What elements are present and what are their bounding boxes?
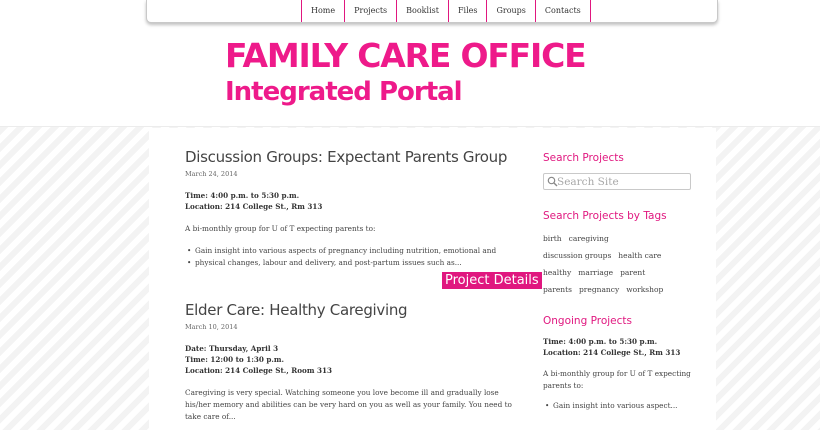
post-bullet-line: [185, 257, 505, 269]
post-location: Location: 214 College St., Rm 313: [185, 202, 323, 211]
site-subtitle: Integrated Portal: [225, 77, 462, 107]
site-title: FAMILY CARE OFFICE: [225, 36, 586, 75]
post-location: Location: 214 College St., Room 313: [185, 366, 332, 375]
post-time: Time: 4:00 p.m. to 5:30 p.m.: [185, 191, 300, 200]
tag-row: [543, 233, 703, 250]
tag-row: [543, 267, 703, 284]
content-panel: [149, 128, 716, 430]
tag-parent[interactable]: parent: [620, 268, 646, 277]
nav-files[interactable]: Files: [449, 0, 488, 22]
ongoing-intro-line: parents to:: [543, 381, 584, 390]
post-time: Time: 12:00 to 1:30 p.m.: [185, 355, 284, 364]
post-body-line: his/her memory and abilities can be very hard on you as well as your family. You need to: [185, 400, 512, 409]
post-bullet-cont: physical changes, labour and delivery, and post-partum issues such as...: [195, 258, 462, 267]
post-body-line: take care of...: [185, 412, 236, 421]
post-date: March 10, 2014: [185, 323, 238, 331]
tag-workshop[interactable]: workshop: [626, 285, 664, 294]
project-post: [185, 148, 515, 269]
post-title-link[interactable]: Elder Care: Healthy Caregiving: [185, 301, 408, 319]
search-box: [543, 173, 691, 190]
tag-marriage[interactable]: marriage: [578, 268, 614, 277]
tag-parents[interactable]: parents: [543, 285, 572, 294]
post-intro: A bi-monthly group for U of T expecting parents to:: [185, 224, 376, 233]
nav-contacts[interactable]: Contacts: [536, 0, 591, 22]
top-nav-bar: [146, 0, 718, 23]
project-details-button[interactable]: Project Details: [442, 272, 542, 289]
ongoing-intro: [543, 368, 703, 392]
post-bullet-line: • Gain insight into various aspects of pregnancy including nutrition, emotional and: [185, 245, 505, 257]
ongoing-time: Time: 4:00 p.m. to 5:30 p.m.: [543, 337, 658, 346]
tag-caregiving[interactable]: caregiving: [568, 234, 609, 243]
ongoing-intro-line: A bi-monthly group for U of T expecting: [543, 369, 691, 378]
ongoing-heading: Ongoing Projects: [543, 315, 632, 327]
tag-cloud: [543, 233, 703, 301]
nav-booklist[interactable]: Booklist: [397, 0, 449, 22]
tag-health-care[interactable]: health care: [618, 251, 662, 260]
main-nav: [301, 0, 591, 22]
nav-groups[interactable]: Groups: [487, 0, 535, 22]
search-input[interactable]: [557, 174, 687, 189]
post-bullet-list: [185, 245, 515, 269]
post-body-line: Caregiving is very special. Watching someone you love become ill and gradually lose: [185, 388, 499, 397]
tag-row: [543, 284, 703, 301]
ongoing-bullet: • Gain insight into various aspect...: [543, 400, 703, 412]
post-body: [185, 387, 515, 423]
project-post: [185, 301, 515, 423]
post-date-line: Date: Thursday, April 3: [185, 344, 279, 353]
tags-heading: Search Projects by Tags: [543, 210, 667, 222]
header-divider: [0, 126, 820, 127]
tag-healthy[interactable]: healthy: [543, 268, 572, 277]
post-meta: [185, 343, 515, 376]
tag-row: [543, 250, 703, 267]
nav-home[interactable]: Home: [302, 0, 345, 22]
tag-discussion-groups[interactable]: discussion groups: [543, 251, 612, 260]
post-date: March 24, 2014: [185, 170, 238, 178]
nav-projects[interactable]: Projects: [345, 0, 397, 22]
ongoing-location: Location: 214 College St., Rm 313: [543, 348, 681, 357]
tag-birth[interactable]: birth: [543, 234, 562, 243]
tag-pregnancy[interactable]: pregnancy: [579, 285, 620, 294]
search-heading: Search Projects: [543, 152, 624, 164]
post-title-link[interactable]: Discussion Groups: Expectant Parents Group: [185, 148, 508, 166]
post-meta: [185, 190, 515, 212]
ongoing-project: [543, 336, 703, 412]
